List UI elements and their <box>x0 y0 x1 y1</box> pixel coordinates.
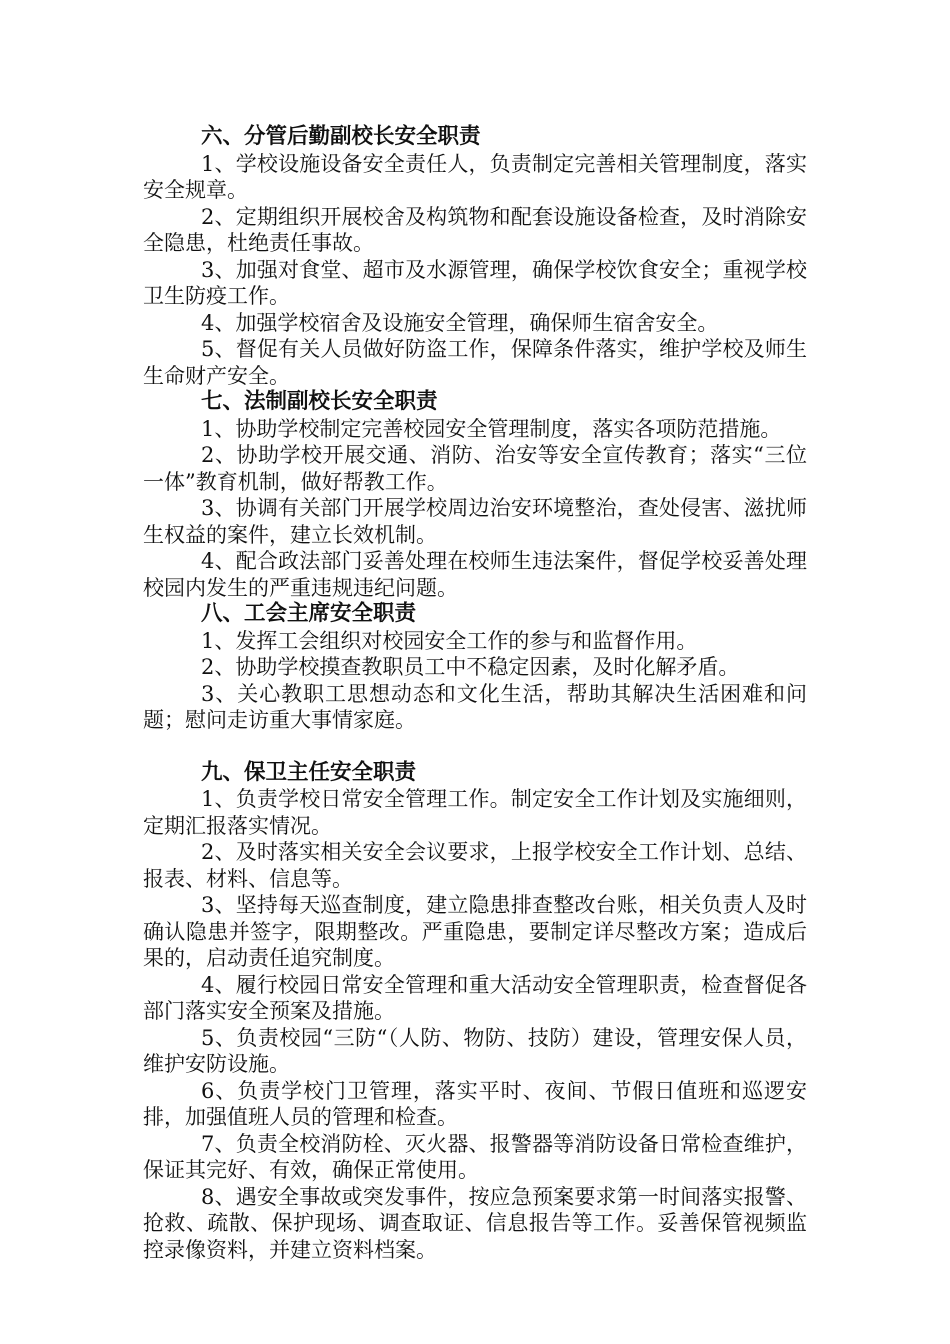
paragraph: 1、发挥工会组织对校园安全工作的参与和监督作用。 <box>201 628 698 653</box>
paragraph: 4、配合政法部门妥善处理在校师生违法案件，督促学校妥善处理校园内发生的严重违规违纪问题。 <box>143 549 807 600</box>
paragraph: 3、关心教职工思想动态和文化生活，帮助其解决生活困难和问题；慰问走访重大事情家庭。 <box>143 681 807 732</box>
paragraph: 4、加强学校宿舍及设施安全管理，确保师生宿舍安全。 <box>201 310 719 335</box>
paragraph: 2、协助学校摸查教职员工中不稳定因素，及时化解矛盾。 <box>201 655 740 679</box>
paragraph: 5、督促有关人员做好防盗工作，保障条件落实，维护学校及师生生命财产安全。 <box>143 337 807 388</box>
paragraph: 4、履行校园日常安全管理和重大活动安全管理职责，检查督促各部门落实安全预案及措施。 <box>143 972 807 1023</box>
section-legal-deputy <box>143 389 807 601</box>
paragraph: 1、负责学校日常安全管理工作。制定安全工作计划及实施细则，定期汇报落实情况。 <box>143 787 807 838</box>
paragraph: 2、及时落实相关安全会议要求，上报学校安全工作计划、总结、报表、材料、信息等。 <box>143 840 807 891</box>
section-security-director <box>143 760 807 1264</box>
section-union-chair <box>143 601 807 734</box>
paragraph: 2、协助学校开展交通、消防、治安等安全宣传教育；落实“三位一体”教育机制，做好帮教工作。 <box>143 443 807 494</box>
section-title: 六、分管后勤副校长安全职责 <box>201 124 481 149</box>
paragraph: 7、负责全校消防栓、灭火器、报警器等消防设备日常检查维护，保证其完好、有效，确保正常使用。 <box>143 1131 807 1182</box>
paragraph: 1、协助学校制定完善校园安全管理制度，落实各项防范措施。 <box>201 416 782 441</box>
paragraph: 3、加强对食堂、超市及水源管理，确保学校饮食安全；重视学校卫生防疫工作。 <box>143 257 807 308</box>
paragraph: 5、负责校园“三防“（人防、物防、技防）建设，管理安保人员，维护安防设施。 <box>143 1025 807 1076</box>
paragraph: 8、遇安全事故或突发事件，按应急预案要求第一时间落实报警、抢救、疏散、保护现场、调查取证、信息报告等工作。妥善保管视频监控录像资料，并建立资料档案。 <box>143 1184 807 1262</box>
section-deputy-logistics <box>143 124 807 389</box>
paragraph: 2、定期组织开展校舍及构筑物和配套设施设备检查，及时消除安全隐患，杜绝责任事故。 <box>143 204 807 255</box>
section-title: 九、保卫主任安全职责 <box>201 759 417 785</box>
paragraph: 1、学校设施设备安全责任人，负责制定完善相关管理制度，落实安全规章。 <box>143 151 807 202</box>
paragraph: 3、协调有关部门开展学校周边治安环境整治，查处侵害、滋扰师生权益的案件，建立长效机制。 <box>143 496 807 547</box>
section-title: 八、工会主席安全职责 <box>201 601 417 626</box>
paragraph: 6、负责学校门卫管理，落实平时、夜间、节假日值班和巡逻安排，加强值班人员的管理和检查。 <box>143 1078 807 1129</box>
paragraph: 3、坚持每天巡查制度，建立隐患排查整改台账，相关负责人及时确认隐患并签字，限期整改。严重隐患，要制定详尽整改方案；造成后果的，启动责任追究制度。 <box>143 893 807 970</box>
document-page <box>143 124 807 1263</box>
blank-line <box>143 734 807 760</box>
section-title: 七、法制副校长安全职责 <box>201 389 438 414</box>
